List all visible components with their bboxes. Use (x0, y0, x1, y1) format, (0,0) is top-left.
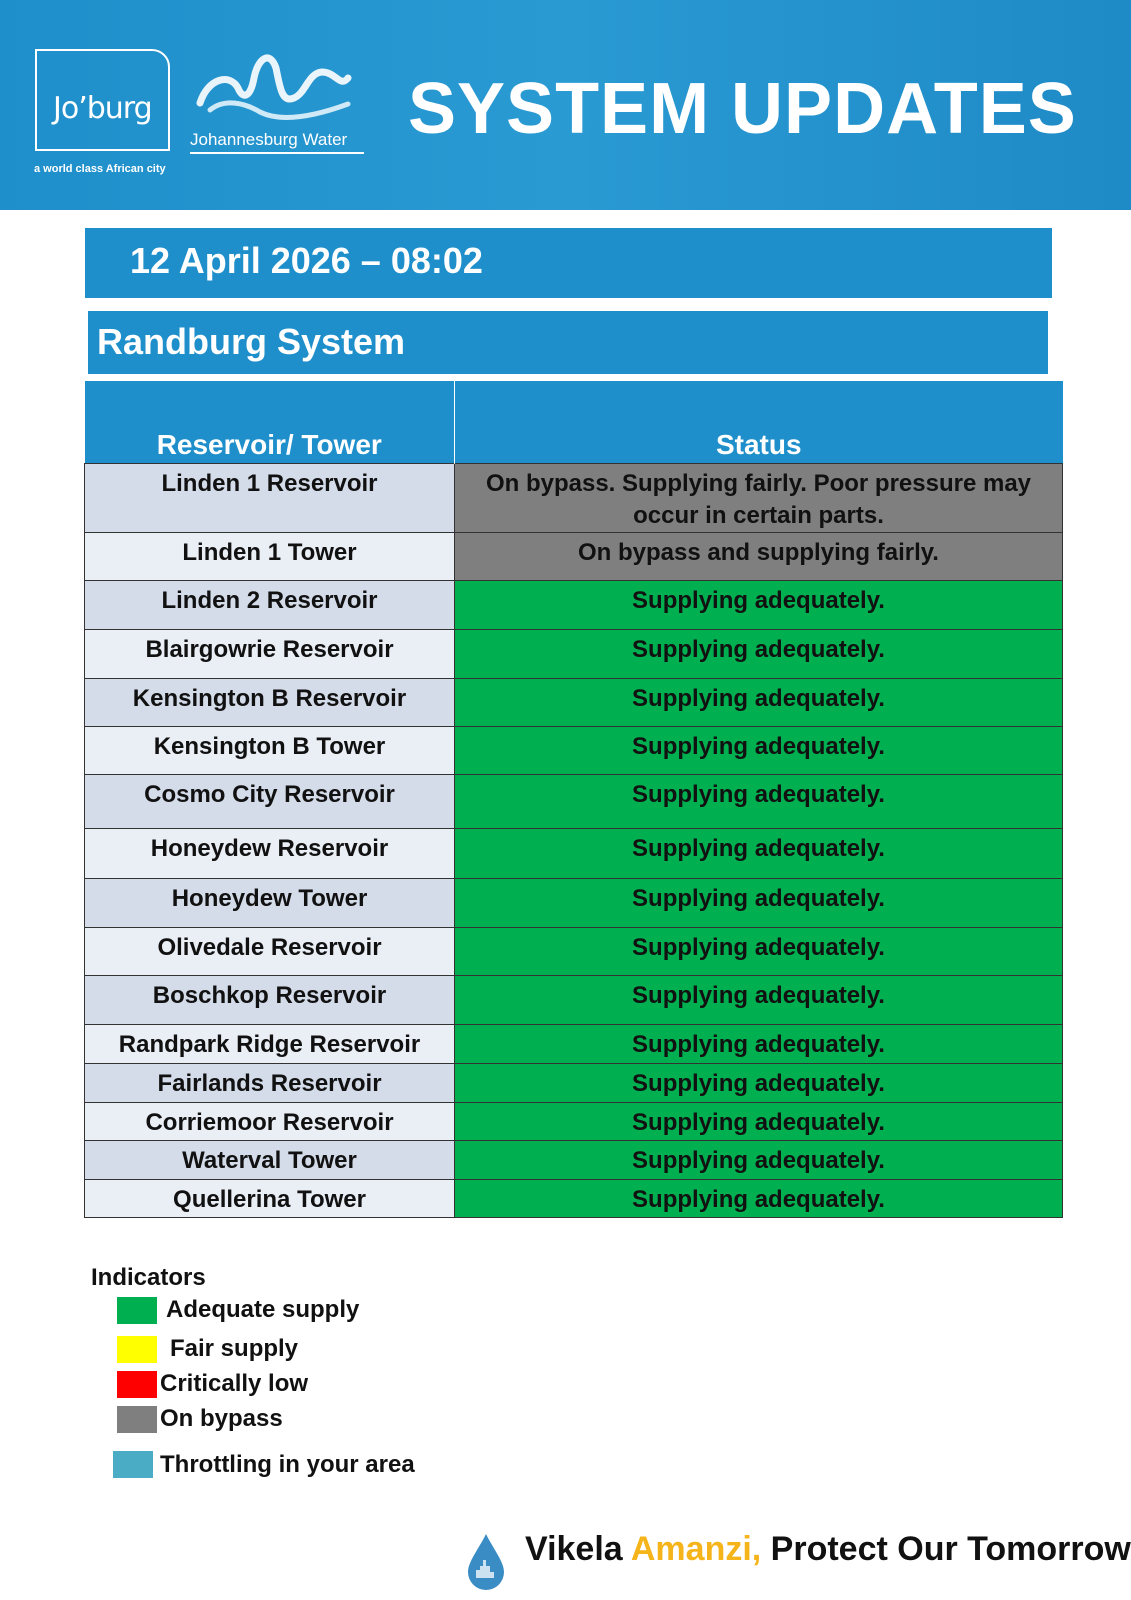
table-row (85, 928, 1063, 976)
reservoir-name-cell: Honeydew Tower (85, 879, 455, 928)
column-header-reservoir: Reservoir/ Tower (85, 381, 455, 464)
status-cell: Supplying adequately. (455, 1103, 1063, 1141)
system-banner: Randburg System (88, 311, 1048, 374)
table-row (85, 630, 1063, 679)
reservoir-name-cell: Linden 1 Reservoir (85, 464, 455, 533)
table-row (85, 679, 1063, 727)
reservoir-name-cell: Kensington B Tower (85, 727, 455, 775)
table-row (85, 533, 1063, 581)
table-body (85, 464, 1063, 1218)
reservoir-name-cell: Waterval Tower (85, 1141, 455, 1180)
status-cell: Supplying adequately. (455, 1064, 1063, 1103)
johannesburg-water-name: Johannesburg Water (190, 130, 348, 149)
legend-swatch-adequate (117, 1297, 157, 1324)
joburg-logo-text: Jo’burg (53, 91, 152, 126)
table-row (85, 1064, 1063, 1103)
table-row (85, 464, 1063, 533)
reservoir-name-cell: Corriemoor Reservoir (85, 1103, 455, 1141)
joburg-tagline: a world class African city (34, 163, 166, 175)
footer-slogan-part1: Vikela (525, 1530, 631, 1568)
reservoir-name-cell: Quellerina Tower (85, 1180, 455, 1218)
reservoir-name-cell: Boschkop Reservoir (85, 976, 455, 1025)
status-cell: Supplying adequately. (455, 928, 1063, 976)
table-row (85, 581, 1063, 630)
legend-swatch-throttling (113, 1451, 153, 1478)
table-header-row (85, 381, 1063, 464)
legend-label-throttling: Throttling in your area (160, 1451, 415, 1478)
reservoir-name-cell: Kensington B Reservoir (85, 679, 455, 727)
johannesburg-water-wave-icon (190, 48, 360, 128)
reservoir-name-cell: Olivedale Reservoir (85, 928, 455, 976)
logo-underline (190, 152, 364, 154)
status-cell: Supplying adequately. (455, 879, 1063, 928)
table-row (85, 727, 1063, 775)
reservoir-name-cell: Fairlands Reservoir (85, 1064, 455, 1103)
table-row (85, 879, 1063, 928)
reservoir-name-cell: Randpark Ridge Reservoir (85, 1025, 455, 1064)
legend-label-fair: Fair supply (170, 1335, 299, 1362)
reservoir-name-cell: Linden 2 Reservoir (85, 581, 455, 630)
date-banner: 12 April 2026 – 08:02 (85, 228, 1052, 298)
status-cell: Supplying adequately. (455, 1180, 1063, 1218)
status-cell: Supplying adequately. (455, 1141, 1063, 1180)
reservoir-name-cell: Linden 1 Tower (85, 533, 455, 581)
table-row (85, 829, 1063, 879)
table-row (85, 1180, 1063, 1218)
legend-swatch-critical (117, 1371, 157, 1398)
table-row (85, 1025, 1063, 1064)
footer-slogan-part3: Protect Our Tomorrow (761, 1530, 1131, 1568)
legend-label-bypass: On bypass (160, 1405, 283, 1432)
status-cell: On bypass. Supplying fairly. Poor pressure may occur in certain parts. (455, 464, 1063, 533)
status-cell: Supplying adequately. (455, 1025, 1063, 1064)
reservoir-name-cell: Cosmo City Reservoir (85, 775, 455, 829)
status-cell: Supplying adequately. (455, 581, 1063, 630)
table-row (85, 1103, 1063, 1141)
page-title: SYSTEM UPDATES (408, 69, 1077, 149)
legend-label-critical: Critically low (160, 1370, 309, 1397)
legend-label-adequate: Adequate supply (166, 1296, 360, 1323)
status-cell: On bypass and supplying fairly. (455, 533, 1063, 581)
reservoir-name-cell: Blairgowrie Reservoir (85, 630, 455, 679)
reservoir-status-table (84, 381, 1063, 1218)
header-banner (0, 0, 1131, 210)
table-row (85, 1141, 1063, 1180)
table-row (85, 775, 1063, 829)
joburg-logo (35, 49, 170, 151)
legend-title: Indicators (91, 1264, 206, 1291)
legend-swatch-bypass (117, 1406, 157, 1433)
footer-slogan (525, 1530, 1131, 1569)
status-cell: Supplying adequately. (455, 976, 1063, 1025)
legend-swatch-fair (117, 1336, 157, 1363)
status-cell: Supplying adequately. (455, 630, 1063, 679)
reservoir-name-cell: Honeydew Reservoir (85, 829, 455, 879)
status-cell: Supplying adequately. (455, 829, 1063, 879)
footer-slogan-accent: Amanzi, (630, 1530, 762, 1568)
status-cell: Supplying adequately. (455, 679, 1063, 727)
column-header-status: Status (455, 381, 1063, 464)
status-cell: Supplying adequately. (455, 727, 1063, 775)
status-cell: Supplying adequately. (455, 775, 1063, 829)
table-row (85, 976, 1063, 1025)
water-drop-icon (466, 1532, 506, 1590)
